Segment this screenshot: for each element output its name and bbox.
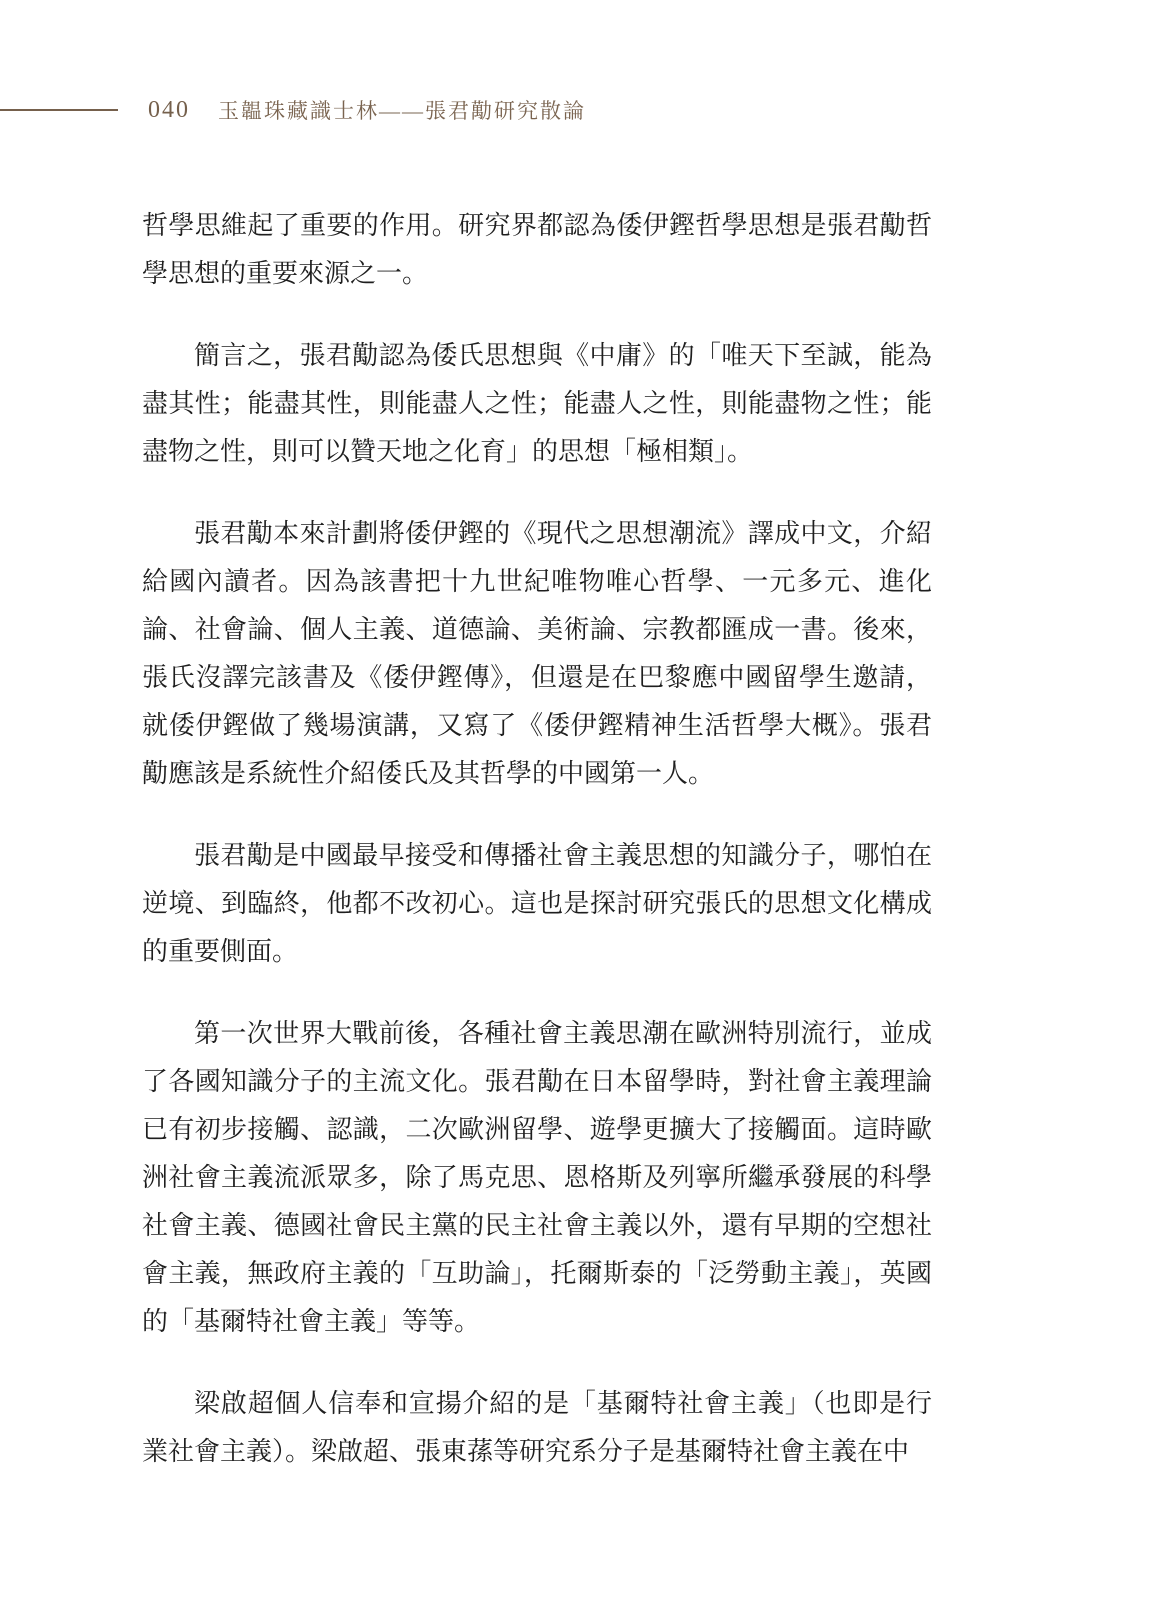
paragraph-3: 張君勱本來計劃將倭伊鏗的《現代之思想潮流》譯成中文，介紹給國內讀者。因為該書把十九世紀唯物唯心哲學、一元多元、進化論、社會論、個人主義、道德論、美術論、宗教都匯成一書。後來，張氏沒譯完該書及《倭伊鏗傳》，但還是在巴黎應中國留學生邀請，就倭伊鏗做了幾場演講，又寫了《倭伊鏗精神生活哲學大概》。張君勱應該是系統性介紹倭氏及其哲學的中國第一人。 xyxy=(142,519,932,788)
paragraph-2: 簡言之，張君勱認為倭氏思想與《中庸》的「唯天下至誠，能為盡其性；能盡其性，則能盡人之性；能盡人之性，則能盡物之性；能盡物之性，則可以贊天地之化育」的思想「極相類」。 xyxy=(142,341,932,466)
book-title: 玉韞珠藏識士林——張君勱研究散論 xyxy=(218,99,586,123)
paragraph-4: 張君勱是中國最早接受和傳播社會主義思想的知識分子，哪怕在逆境、到臨終，他都不改初心。這也是探討研究張氏的思想文化構成的重要側面。 xyxy=(142,841,932,966)
page-number: 040 xyxy=(148,96,190,123)
paragraph-5: 第一次世界大戰前後，各種社會主義思潮在歐洲特別流行，並成了各國知識分子的主流文化。張君勱在日本留學時，對社會主義理論已有初步接觸、認識，二次歐洲留學、遊學更擴大了接觸面。這時歐洲社會主義流派眾多，除了馬克思、恩格斯及列寧所繼承發展的科學社會主義、德國社會民主黨的民主社會主義以外，還有早期的空想社會主義，無政府主義的「互助論」，托爾斯泰的「泛勞動主義」，英國的「基爾特社會主義」等等。 xyxy=(142,1019,932,1336)
running-header xyxy=(0,94,1150,126)
page-body xyxy=(142,202,932,1510)
paragraph-1: 哲學思維起了重要的作用。研究界都認為倭伊鏗哲學思想是張君勱哲學思想的重要來源之一。 xyxy=(142,211,932,288)
paragraph-6: 梁啟超個人信奉和宣揚介紹的是「基爾特社會主義」（也即是行業社會主義）。梁啟超、張東蓀等研究系分子是基爾特社會主義在中 xyxy=(142,1389,932,1466)
header-rule xyxy=(0,109,118,111)
